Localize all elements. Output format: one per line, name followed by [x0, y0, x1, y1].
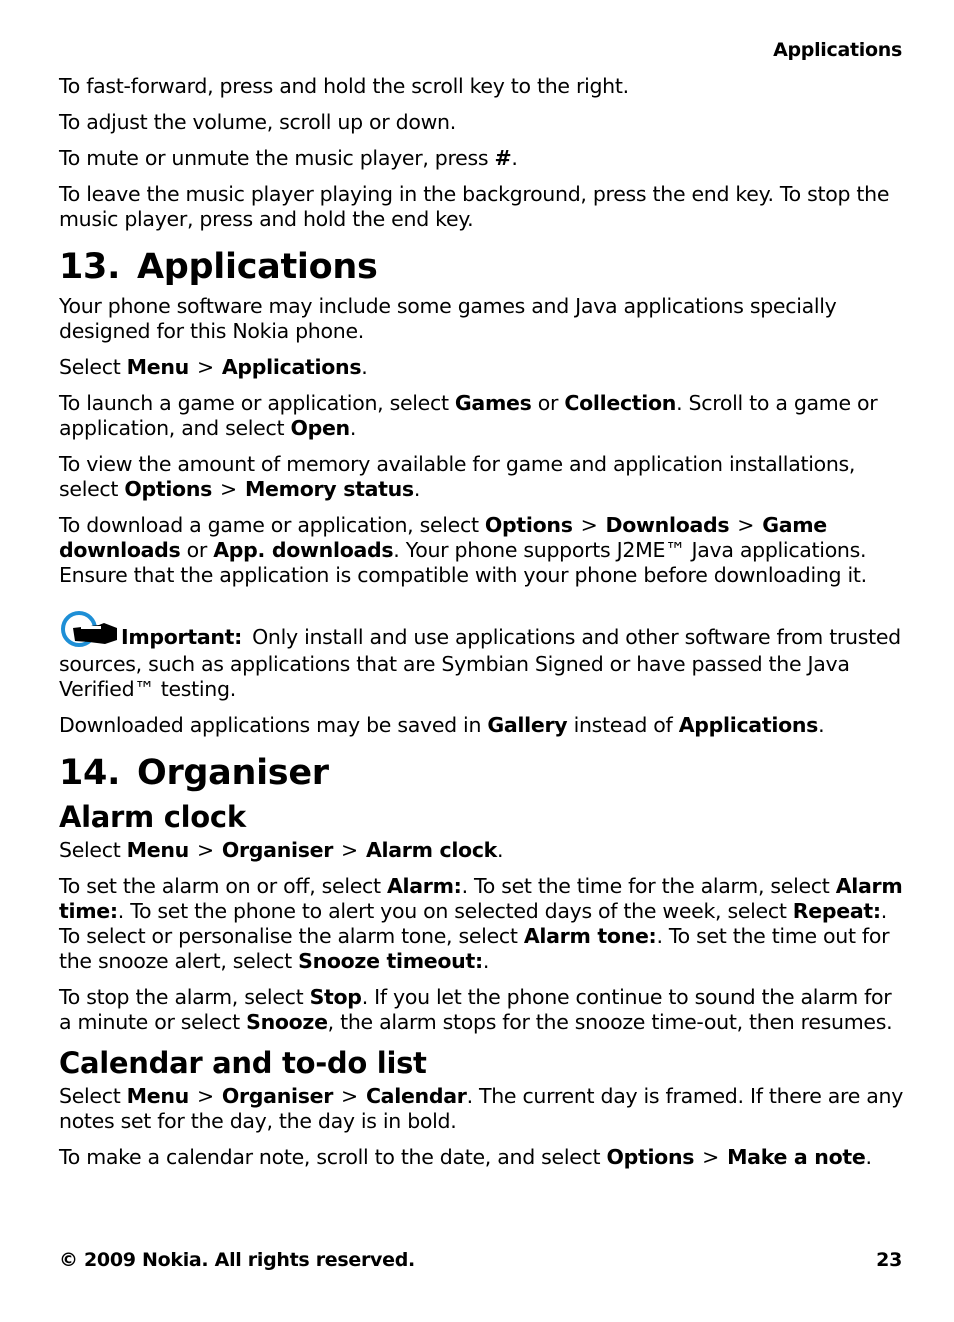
page-number: 23 — [876, 1249, 902, 1271]
paragraph: To download a game or application, select Options > Downloads > Game downloads or App. downloads. Your phone supports J2ME™ Java applications. Ensure that the application is compatible with your phone before downloading it. — [59, 513, 867, 587]
page-content — [59, 74, 905, 1181]
intro-paragraph: To leave the music player playing in the background, press the end key. To stop the music player, press and hold the end key. — [59, 182, 890, 231]
menu-path-paragraph: Select Menu > Organiser > Alarm clock. — [59, 838, 504, 862]
running-header: Applications — [773, 39, 902, 61]
intro-paragraph: To mute or unmute the music player, press #. — [59, 146, 518, 170]
section-heading-alarm-clock: Alarm clock — [59, 800, 246, 834]
paragraph: To launch a game or application, select Games or Collection. Scroll to a game or application, and select Open. — [59, 391, 878, 440]
paragraph: To view the amount of memory available for game and application installations, select Options > Memory status. — [59, 452, 856, 501]
paragraph: To set the alarm on or off, select Alarm:. To set the time for the alarm, select Alarm time:. To set the phone to alert you on selected days of the week, select Repeat:. To select or personalise the alarm tone, select Alarm tone:. To set the time out for the snooze alert, select Snooze timeout:. — [59, 874, 903, 973]
hash-key: # — [494, 146, 512, 170]
chapter-heading-organiser: 14. Organiser — [59, 753, 329, 793]
copyright: © 2009 Nokia. All rights reserved. — [59, 1249, 415, 1271]
paragraph: Downloaded applications may be saved in Gallery instead of Applications. — [59, 713, 825, 737]
section-heading-calendar: Calendar and to-do list — [59, 1046, 427, 1080]
paragraph: To stop the alarm, select Stop. If you let the phone continue to sound the alarm for a minute or select Snooze, the alarm stops for the snooze time-out, then resumes. — [59, 985, 893, 1034]
intro-paragraph: To adjust the volume, scroll up or down. — [59, 110, 456, 134]
chapter-heading-applications: 13. Applications — [59, 247, 378, 287]
important-pointing-hand-icon — [59, 610, 119, 652]
menu-path-paragraph: Select Menu > Organiser > Calendar. The current day is framed. If there are any notes set for the day, the day is in bold. — [59, 1084, 904, 1133]
intro-paragraph: To fast-forward, press and hold the scroll key to the right. — [59, 74, 629, 98]
paragraph: Your phone software may include some games and Java applications specially designed for this Nokia phone. — [59, 294, 837, 343]
important-note: Important: Only install and use applications and other software from trusted sources, such as applications that are Symbian Signed or have passed the Java Verified™ testing. — [59, 610, 905, 702]
menu-path-paragraph: Select Menu > Applications. — [59, 355, 368, 379]
paragraph: To make a calendar note, scroll to the date, and select Options > Make a note. — [59, 1145, 872, 1169]
page-footer — [59, 1249, 902, 1271]
